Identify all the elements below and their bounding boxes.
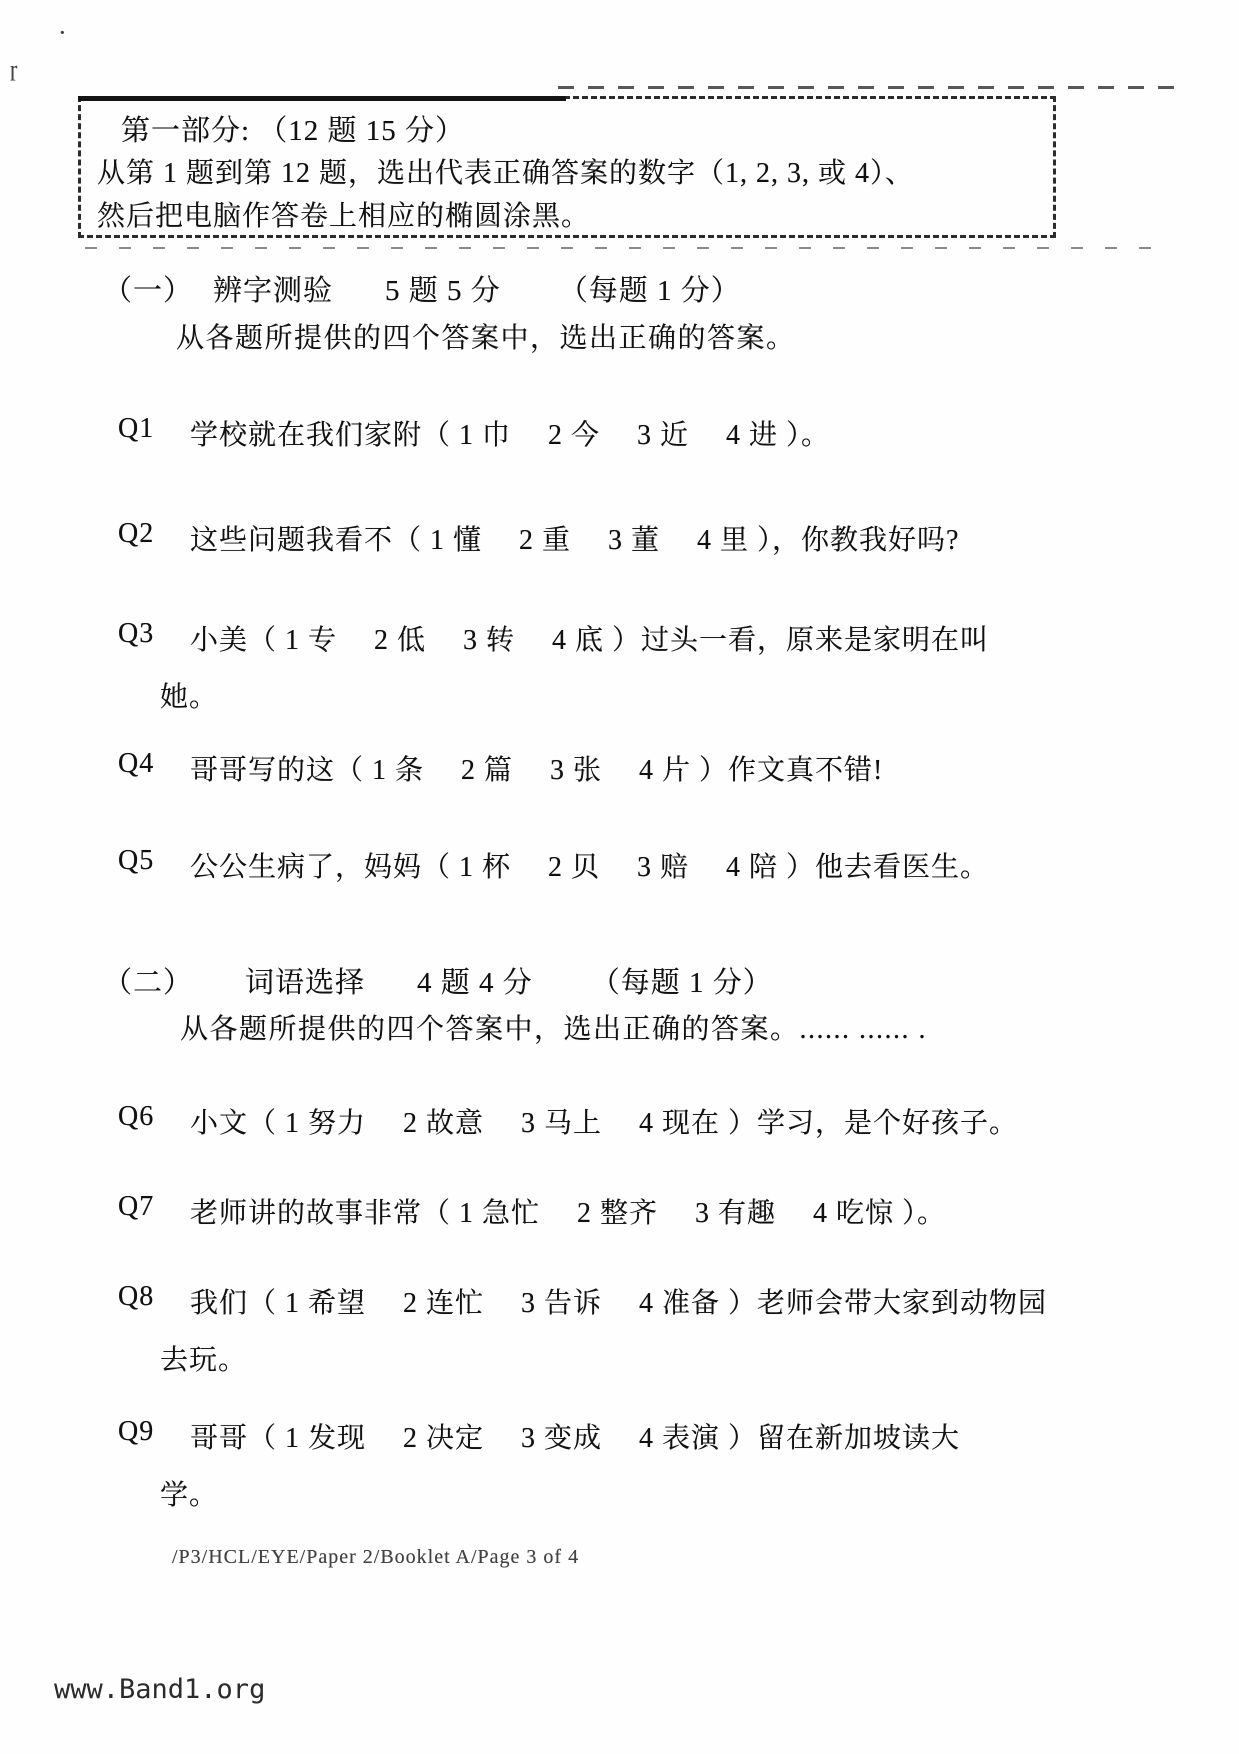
section2-per-question: （每题 1 分）	[590, 967, 773, 999]
question-text: 学校就在我们家附（ 1 巾 2 今 3 近 4 进 ）。	[190, 420, 831, 451]
section2-header	[103, 960, 773, 1001]
question-q6	[118, 1101, 1018, 1141]
part1-instruction-line1: 从第 1 题到第 12 题，选出代表正确答案的数字（1, 2, 3, 或 4）、	[97, 158, 915, 189]
question-text: 小美（ 1 专 2 低 3 转 4 底 ）过头一看，原来是家明在叫	[190, 625, 990, 656]
question-q4	[118, 748, 883, 788]
section1-instruction: 从各题所提供的四个答案中，选出正确的答案。	[176, 323, 796, 354]
question-text: 公公生病了，妈妈（ 1 杯 2 贝 3 赔 4 陪 ）他去看医生。	[190, 852, 990, 883]
scan-artifact-tick: ɼ	[10, 56, 18, 81]
question-label: Q2	[118, 518, 155, 549]
question-text-continued: 学。	[160, 1480, 219, 1511]
section2-number: （二）	[103, 967, 194, 999]
section2-title: 词语选择	[245, 967, 366, 999]
question-label: Q3	[118, 618, 155, 649]
question-text-continued: 她。	[160, 682, 219, 713]
question-label: Q7	[118, 1191, 155, 1222]
section1-header	[103, 268, 741, 309]
question-label: Q9	[118, 1416, 155, 1447]
question-label: Q1	[118, 413, 155, 444]
question-q5	[118, 845, 989, 885]
question-text: 这些问题我看不（ 1 懂 2 重 3 董 4 里 ），你教我好吗?	[190, 525, 960, 556]
section2-marks: 4 题 4 分	[417, 967, 533, 999]
question-label: Q5	[118, 845, 155, 876]
section1-title: 辨字测验	[213, 275, 334, 307]
watermark-url: www.Band1.org	[54, 1674, 266, 1705]
question-text: 小文（ 1 努力 2 故意 3 马上 4 现在 ）学习，是个好孩子。	[190, 1108, 1019, 1139]
question-q3	[118, 618, 989, 715]
section1-per-question: （每题 1 分）	[558, 275, 741, 307]
section2-instruction: 从各题所提供的四个答案中，选出正确的答案。...... ...... .	[180, 1014, 928, 1045]
section1-marks: 5 题 5 分	[385, 275, 501, 307]
question-label: Q6	[118, 1101, 155, 1132]
question-text: 老师讲的故事非常（ 1 急忙 2 整齐 3 有趣 4 吃惊 ）。	[190, 1198, 947, 1229]
question-label: Q4	[118, 748, 155, 779]
page-footer-reference: /P3/HCL/EYE/Paper 2/Booklet A/Page 3 of 4	[172, 1546, 580, 1568]
question-q9	[118, 1416, 960, 1513]
question-text: 哥哥写的这（ 1 条 2 篇 3 张 4 片 ）作文真不错!	[190, 755, 884, 786]
section1-number: （一）	[103, 275, 194, 307]
question-label: Q8	[118, 1281, 155, 1312]
question-q8	[118, 1281, 1047, 1378]
scan-artifact-dash-line-below-box	[85, 247, 1155, 249]
question-q1	[118, 413, 830, 453]
part1-header-box	[78, 96, 1056, 238]
scan-artifact-dot: ·	[58, 18, 67, 47]
question-text-continued: 去玩。	[160, 1345, 248, 1376]
box-top-solid-segment	[78, 96, 566, 101]
part1-title: 第一部分: （12 题 15 分）	[121, 115, 466, 147]
question-q2	[118, 518, 959, 558]
question-text: 哥哥（ 1 发现 2 决定 3 变成 4 表演 ）留在新加坡读大	[190, 1423, 961, 1454]
question-q7	[118, 1191, 946, 1231]
part1-instruction-line2: 然后把电脑作答卷上相应的椭圆涂黑。	[97, 201, 591, 232]
scan-artifact-dash-line-top	[558, 86, 1186, 89]
question-text: 我们（ 1 希望 2 连忙 3 告诉 4 准备 ）老师会带大家到动物园	[190, 1288, 1048, 1319]
